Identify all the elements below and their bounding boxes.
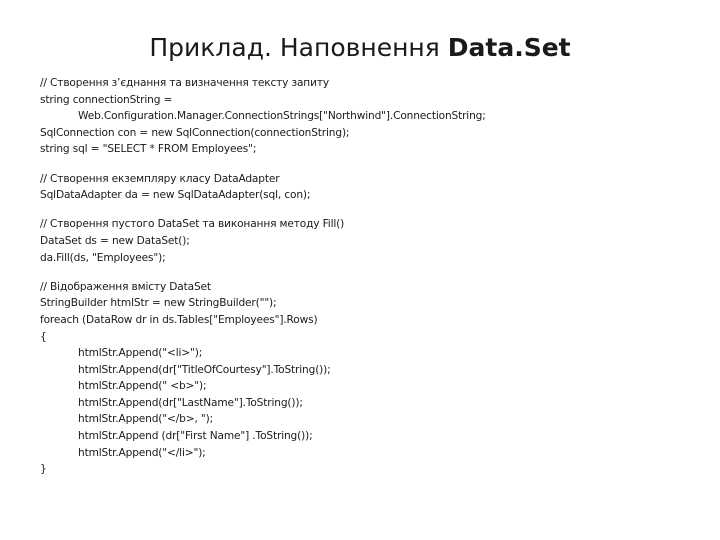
code-comment: // Створення з’єднання та визначення тексту запиту (40, 77, 329, 89)
code-line: string connectionString = (40, 93, 173, 106)
code-brace-close: } (40, 463, 47, 476)
slide-title-regular: Приклад. Наповнення (149, 33, 448, 62)
code-comment: // Створення пустого DataSet та виконання методу Fill() (40, 218, 345, 231)
code-brace-open: { (40, 330, 47, 343)
code-line: htmlStr.Append("<li>"); (78, 347, 203, 360)
code-line: foreach (DataRow dr in ds.Tables["Employees"].Rows) (40, 313, 318, 326)
code-line: htmlStr.Append(dr["LastName"].ToString()); (78, 396, 303, 409)
code-block (40, 75, 700, 478)
code-line: string sql = "SELECT * FROM Employees"; (40, 143, 257, 156)
blank-line (40, 204, 700, 217)
code-comment: // Створення екземпляру класу DataAdapter (40, 172, 280, 185)
slide-title (0, 28, 720, 68)
code-line: htmlStr.Append("</b>, "); (78, 413, 214, 426)
code-line: htmlStr.Append(dr["TitleOfCourtesy"].ToString()); (78, 363, 331, 376)
slide-title-bold: Data.Set (447, 33, 571, 62)
code-line: htmlStr.Append("</li>"); (78, 446, 206, 459)
blank-line (40, 266, 700, 279)
code-line: htmlStr.Append (dr["First Name"] .ToString()); (78, 430, 313, 443)
code-line: SqlDataAdapter da = new SqlDataAdapter(sql, con); (40, 189, 311, 202)
code-comment: // Відображення вмісту DataSet (40, 280, 211, 293)
code-line: DataSet ds = new DataSet(); (40, 234, 190, 247)
code-line: SqlConnection con = new SqlConnection(connectionString); (40, 126, 350, 139)
code-line: htmlStr.Append(" <b>"); (78, 380, 207, 393)
code-line: da.Fill(ds, "Employees"); (40, 251, 166, 264)
blank-line (40, 158, 700, 171)
code-line: StringBuilder htmlStr = new StringBuilder(""); (40, 297, 277, 310)
code-line: Web.Configuration.Manager.ConnectionStrings["Northwind"].ConnectionString; (78, 110, 486, 123)
